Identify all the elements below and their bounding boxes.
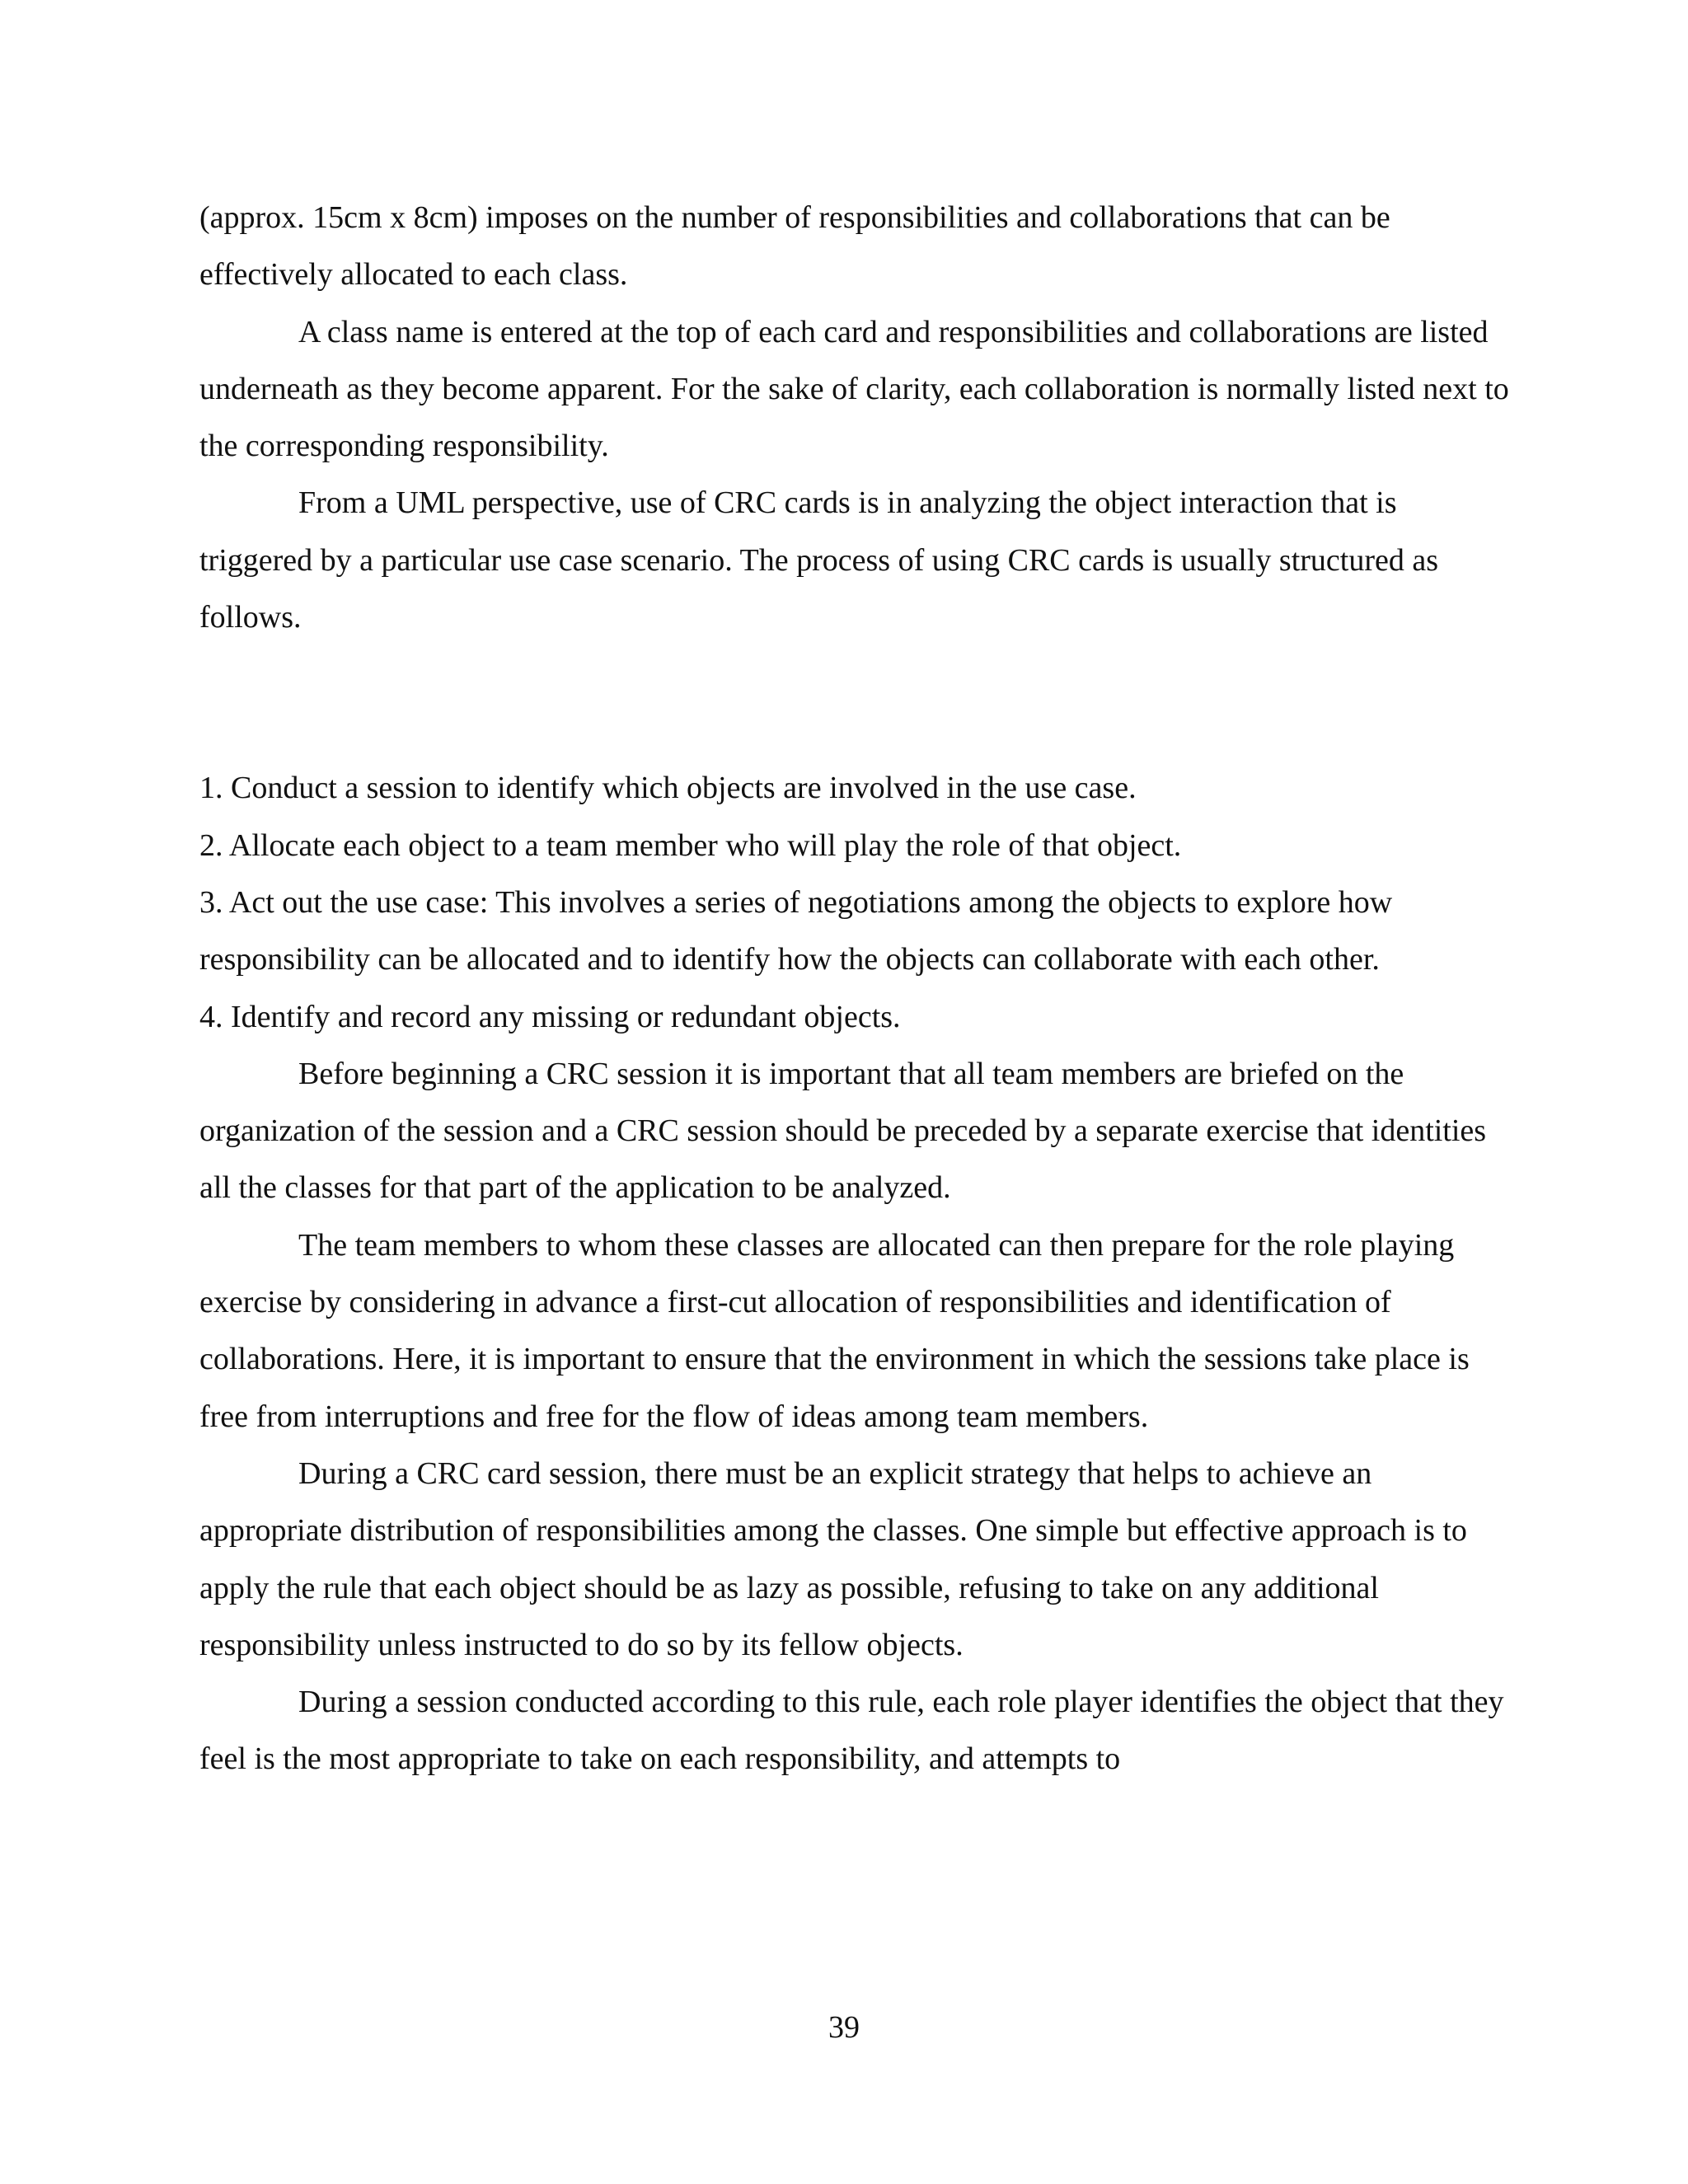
step-item-4: 4. Identify and record any missing or redundant objects.: [199, 999, 901, 1034]
paragraph-card-size: (approx. 15cm x 8cm) imposes on the number of responsibilities and collaborations that can be effectively allocated to each class.: [199, 200, 1390, 293]
paragraph-strategy: During a CRC card session, there must be an explicit strategy that helps to achieve an appropriate distribution of responsibilities among the classes. One simple but effective approach is to apply the rule that each object should be as lazy as possible, refusing to take on any additional responsibility unless instructed to do so by its fellow objects.: [199, 1455, 1467, 1662]
paragraph-lazy-rule: During a session conducted according to this rule, each role player identifies the object that they feel is the most appropriate to take on each responsibility, and attempts to: [199, 1685, 1504, 1777]
paragraph-class-name: A class name is entered at the top of each card and responsibilities and collaborations are listed underneath as they become apparent. For the sake of clarity, each collaboration is normally listed next to the corresponding responsibility.: [199, 314, 1509, 464]
step-item-1: 1. Conduct a session to identify which objects are involved in the use case.: [199, 771, 1137, 806]
step-item-2: 2. Allocate each object to a team member who will play the role of that object.: [199, 827, 1182, 863]
page-number: 39: [828, 2010, 860, 2045]
step-item-3: 3. Act out the use case: This involves a series of negotiations among the objects to explore how responsibility can be allocated and to identify how the objects can collaborate with each other.: [199, 884, 1393, 977]
page-body: [199, 190, 1510, 1788]
section-gap: [199, 646, 1510, 760]
paragraph-before-session: Before beginning a CRC session it is important that all team members are briefed on the organization of the session and a CRC session should be preceded by a separate exercise that identities all the classes for that part of the application to be analyzed.: [199, 1056, 1487, 1206]
paragraph-team-members: The team members to whom these classes are allocated can then prepare for the role playing exercise by considering in advance a first-cut allocation of responsibilities and identification of collaborations. Here, it is important to ensure that the environment in which the sessions take place is free from interruptions and free for the flow of ideas among team members.: [199, 1227, 1470, 1434]
paragraph-uml-perspective: From a UML perspective, use of CRC cards is in analyzing the object interaction that is triggered by a particular use case scenario. The process of using CRC cards is usually structured as follows.: [199, 485, 1439, 635]
